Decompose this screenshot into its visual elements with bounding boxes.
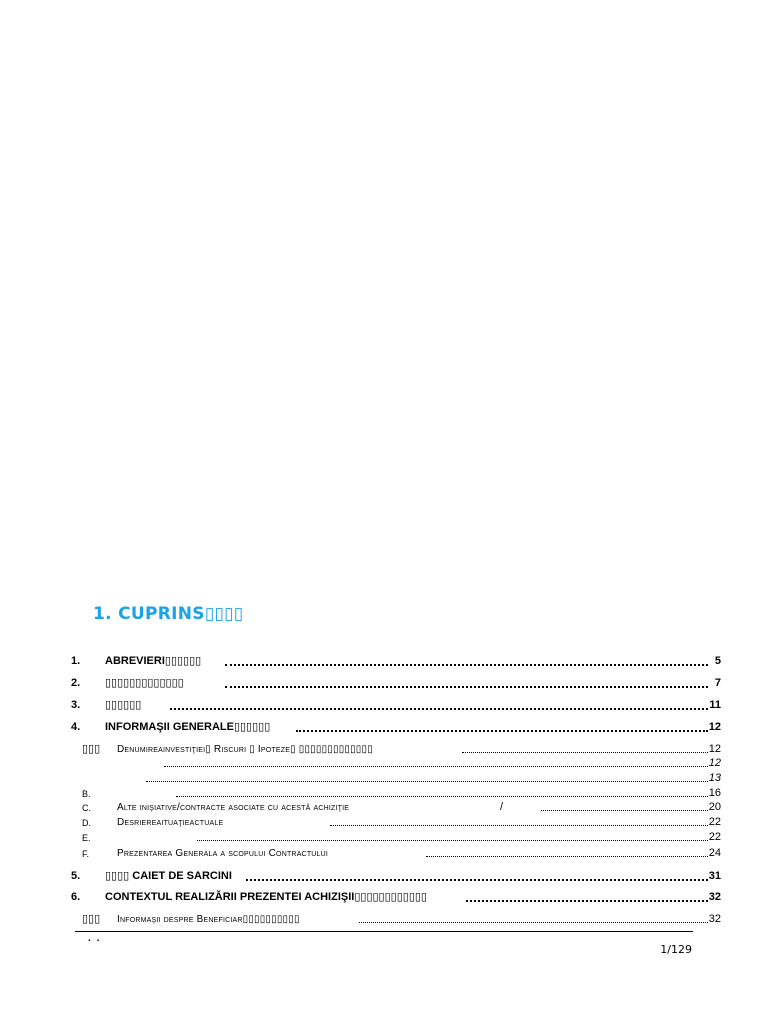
toc-entry[interactable] [0, 651, 768, 667]
toc-entry-title: CONTEXTUL REALIZĂRII PREZENTEI ACHIZIŞII▯▯▯▯▯▯▯▯▯▯▯▯ [105, 891, 427, 903]
toc-entry-page: 12 [708, 743, 721, 755]
toc-subentry[interactable] [0, 845, 768, 859]
toc-leader-dots [246, 879, 708, 881]
toc-subentry[interactable] [0, 911, 768, 925]
toc-entry-number: ▯▯▯ [82, 913, 101, 925]
toc-entry-number: F. [82, 849, 90, 859]
toc-entry-number: 3. [71, 699, 81, 711]
toc-leader-dots [164, 766, 708, 767]
toc-entry-page: 22 [708, 816, 721, 828]
toc-entry[interactable] [0, 717, 768, 733]
toc-entry-page: 20 [708, 801, 721, 813]
toc-entry-title: ▯▯▯▯▯▯▯▯▯▯▯▯▯ [105, 677, 184, 689]
toc-entry-page: 16 [708, 787, 721, 799]
toc-leader-dots [541, 810, 708, 811]
toc-entry-title: Prezentarea Generala a scopului Contractului [117, 848, 329, 859]
page-number: 1/129 [660, 943, 692, 956]
toc-entry-number: B. [82, 789, 91, 799]
toc-entry[interactable] [0, 695, 768, 711]
toc-entry-number: 1. [71, 655, 81, 667]
toc-entry-page: 24 [708, 847, 721, 859]
toc-entry-number: E. [82, 833, 91, 843]
toc-entry-title: Denumireainvestiţiei▯ Riscuri ▯ Ipoteze▯ ▯▯▯▯▯▯▯▯▯▯▯▯▯ [117, 744, 373, 755]
toc-entry-title: ABREVIERI▯▯▯▯▯▯ [105, 655, 202, 667]
toc-leader-dots [176, 796, 708, 797]
toc-leader-dots [225, 686, 708, 688]
toc-entry-title: Informaşii despre Beneficiar▯▯▯▯▯▯▯▯▯▯ [117, 914, 300, 925]
toc-leader-dots [225, 664, 708, 666]
toc-entry-number: D. [82, 818, 91, 828]
footer-divider [75, 931, 693, 932]
toc-entry-number: 2. [71, 677, 81, 689]
toc-subentry[interactable] [0, 755, 768, 769]
toc-entry-title: Desriereaituaţieactuale [117, 817, 224, 828]
toc-entry-number: ▯▯▯ [82, 743, 101, 755]
toc-entry-title: ▯▯▯▯ CAIET DE SARCINI [105, 870, 232, 882]
toc-entry-page: 13 [708, 772, 721, 784]
toc-entry-page: 32 [708, 891, 721, 903]
toc-heading: 1. CUPRINS▯▯▯▯ [93, 604, 244, 624]
toc-subentry[interactable] [0, 829, 768, 843]
toc-entry-slash: / [500, 801, 504, 813]
toc-entry-title: Alte inişiative/contracte asociate cu acestă achiziţie [117, 802, 350, 813]
toc-entry-number: 5. [71, 870, 81, 882]
toc-subentry[interactable] [0, 814, 768, 828]
toc-subentry[interactable] [0, 741, 768, 755]
toc-leader-dots [197, 840, 708, 841]
toc-subentry[interactable] [0, 770, 768, 784]
toc-entry-number: 4. [71, 721, 81, 733]
toc-entry-page: 32 [708, 913, 721, 925]
toc-leader-dots [296, 730, 708, 732]
toc-entry[interactable] [0, 673, 768, 689]
toc-leader-dots [330, 825, 708, 826]
toc-entry-page: 12 [708, 721, 721, 733]
toc-entry-title: INFORMAŞII GENERALE▯▯▯▯▯▯ [105, 721, 271, 733]
toc-leader-dots [426, 856, 708, 857]
toc-subentry[interactable] [0, 799, 768, 813]
toc-entry-page: 31 [708, 870, 721, 882]
toc-entry-number: 6. [71, 891, 81, 903]
toc-leader-dots [170, 708, 708, 710]
toc-entry-page: 22 [708, 831, 721, 843]
toc-entry-page: 5 [714, 655, 721, 667]
footer-dots: .. [88, 933, 106, 944]
toc-leader-dots [466, 900, 708, 902]
toc-leader-dots [359, 922, 708, 923]
toc-entry-page: 12 [708, 757, 721, 769]
toc-entry[interactable] [0, 887, 768, 903]
toc-subentry[interactable] [0, 785, 768, 799]
toc-entry-page: 11 [709, 699, 721, 711]
toc-entry-page: 7 [714, 677, 721, 689]
toc-entry-number: C. [82, 803, 91, 813]
toc-leader-dots [462, 752, 708, 753]
toc-entry-title: ▯▯▯▯▯▯ [105, 699, 142, 711]
toc-entry[interactable] [0, 866, 768, 882]
toc-leader-dots [146, 781, 708, 782]
